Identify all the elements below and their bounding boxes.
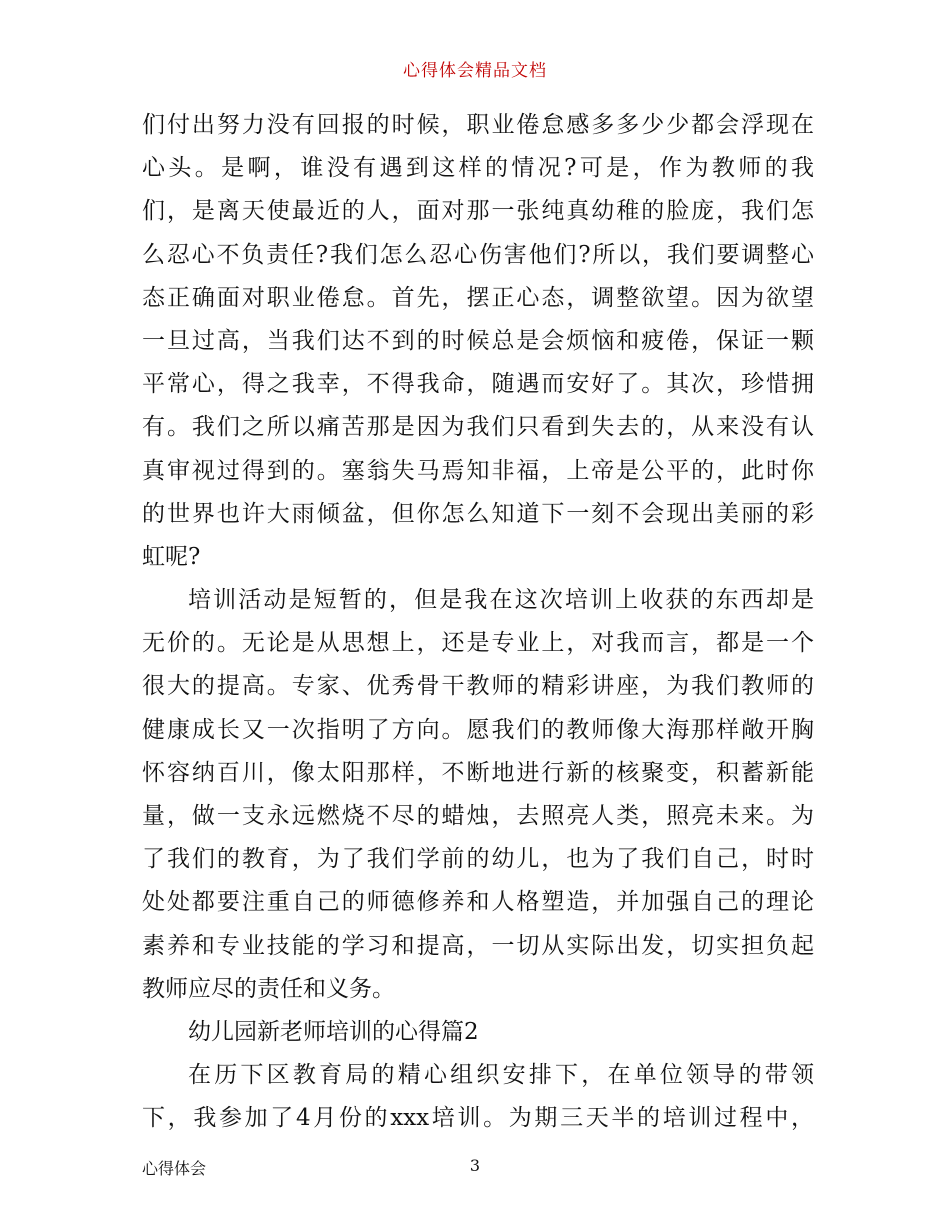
- body-line: 平常心，得之我幸，不得我命，随遇而安好了。其次，珍惜拥: [142, 371, 814, 398]
- body-line: 素养和专业技能的学习和提高，一切从实际出发，切实担负起: [142, 932, 814, 959]
- body-line: 健康成长又一次指明了方向。愿我们的教师像大海那样敞开胸: [142, 716, 814, 743]
- footer-label: 心得体会: [142, 1159, 207, 1178]
- document-body: [142, 104, 814, 1141]
- body-line: 了我们的教育，为了我们学前的幼儿，也为了我们自己，时时: [142, 846, 814, 873]
- paragraph-start-line: 培训活动是短暂的，但是我在这次培训上收获的东西却是: [188, 587, 814, 614]
- body-line: 量，做一支永远燃烧不尽的蜡烛，去照亮人类，照亮未来。为: [142, 803, 814, 829]
- document-header-title: 心得体会精品文档: [403, 61, 547, 81]
- body-line: 下，我参加了4月份的xxx培训。为期三天半的培训过程中，: [142, 1105, 814, 1132]
- paragraph-end-line: 教师应尽的责任和义务。: [142, 975, 395, 1002]
- body-line: 态正确面对职业倦怠。首先，摆正心态，调整欲望。因为欲望: [142, 284, 814, 311]
- section-heading: 幼儿园新老师培训的心得篇2: [188, 1018, 479, 1045]
- body-line: 很大的提高。专家、优秀骨干教师的精彩讲座，为我们教师的: [142, 673, 814, 700]
- page-number: 3: [469, 1156, 481, 1175]
- body-line: 怀容纳百川，像太阳那样，不断地进行新的核聚变，积蓄新能: [142, 759, 814, 786]
- body-line: 们，是离天使最近的人，面对那一张纯真幼稚的脸庞，我们怎: [142, 198, 814, 225]
- paragraph-end-line: 虹呢?: [142, 543, 201, 570]
- body-line: 有。我们之所以痛苦那是因为我们只看到失去的，从来没有认: [142, 414, 814, 441]
- body-line: 处处都要注重自己的师德修养和人格塑造，并加强自己的理论: [142, 889, 814, 916]
- body-line: 一旦过高，当我们达不到的时候总是会烦恼和疲倦，保证一颗: [142, 327, 814, 354]
- body-line: 的世界也许大雨倾盆，但你怎么知道下一刻不会现出美丽的彩: [142, 500, 814, 527]
- body-line: 们付出努力没有回报的时候，职业倦怠感多多少少都会浮现在: [142, 112, 814, 138]
- body-line: 真审视过得到的。塞翁失马焉知非福，上帝是公平的，此时你: [142, 457, 814, 484]
- body-line: 无价的。无论是从思想上，还是专业上，对我而言，都是一个: [142, 630, 814, 657]
- paragraph-start-line: 在历下区教育局的精心组织安排下，在单位领导的带领: [188, 1062, 814, 1089]
- body-line: 心头。是啊，谁没有遇到这样的情况?可是，作为教师的我: [142, 155, 814, 182]
- body-line: 么忍心不负责任?我们怎么忍心伤害他们?所以，我们要调整心: [142, 241, 814, 268]
